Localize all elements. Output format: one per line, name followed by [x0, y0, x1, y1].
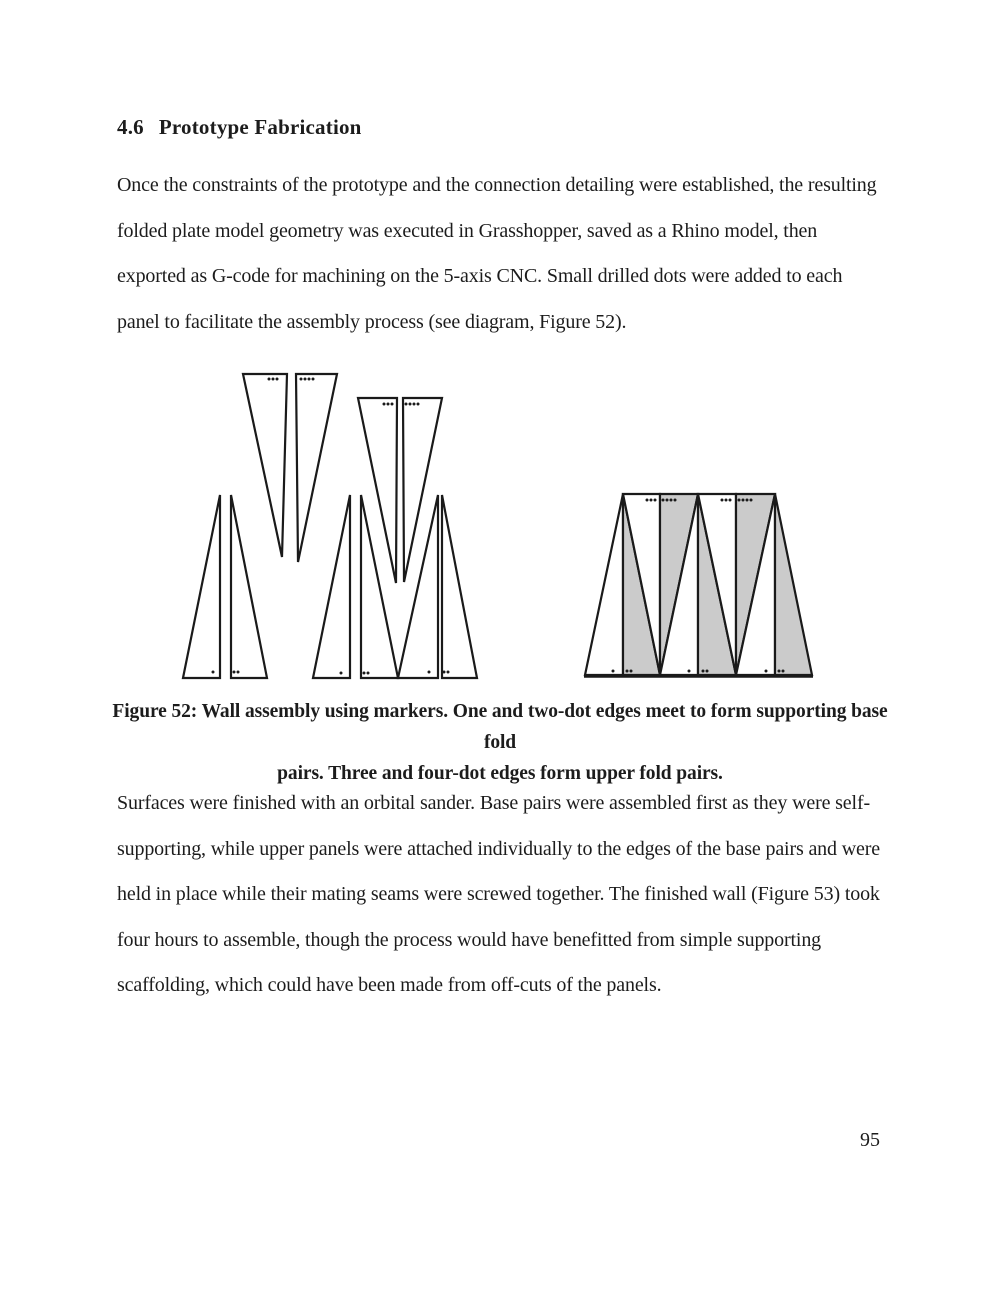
marker-dot [304, 378, 307, 381]
marker-dot [688, 670, 691, 673]
marker-dot [367, 672, 370, 675]
marker-dot [405, 403, 408, 406]
marker-dot [670, 499, 673, 502]
paragraph-line: exported as G-code for machining on the 5-axis CNC. Small drilled dots were added to each [117, 265, 843, 287]
marker-dot [237, 671, 240, 674]
marker-dot [782, 670, 785, 673]
panel-base-tri-1dot-b [313, 495, 350, 678]
marker-dot [646, 499, 649, 502]
marker-dot [428, 671, 431, 674]
marker-dot [742, 499, 745, 502]
section-heading [117, 113, 362, 141]
marker-dot [447, 671, 450, 674]
marker-dot [702, 670, 705, 673]
marker-dot [387, 403, 390, 406]
marker-dot [268, 378, 271, 381]
marker-dot [674, 499, 677, 502]
marker-dot [746, 499, 749, 502]
marker-dot [308, 378, 311, 381]
marker-dot [750, 499, 753, 502]
paragraph-line: panel to facilitate the assembly process (see diagram, Figure 52). [117, 310, 627, 333]
marker-dot [212, 671, 215, 674]
marker-dot [312, 378, 315, 381]
marker-dot [233, 671, 236, 674]
panel-upper-wedge-4dot-a [296, 374, 337, 562]
marker-dot [443, 671, 446, 674]
paragraph-line: held in place while their mating seams were screwed together. The finished wall (Figure 53) took [117, 883, 880, 905]
figure-52-diagram [150, 360, 830, 690]
paragraph-line: four hours to assemble, though the process would have benefitted from simple supporting [117, 928, 822, 951]
marker-dot [276, 378, 279, 381]
marker-dot [340, 672, 343, 675]
marker-dot [662, 499, 665, 502]
panel-base-tri-2dot-a [231, 495, 267, 678]
figure-caption-line: pairs. Three and four-dot edges form upper fold pairs. [277, 763, 723, 784]
marker-dot [409, 403, 412, 406]
panel-asm-base-1dot-1 [585, 494, 623, 675]
page-number: 95 [860, 1129, 880, 1151]
marker-dot [650, 499, 653, 502]
marker-dot [626, 670, 629, 673]
paragraph-intro [117, 163, 937, 345]
marker-dot [765, 670, 768, 673]
marker-dot [706, 670, 709, 673]
panel-base-tri-2dot-c [442, 495, 477, 678]
marker-dot [654, 499, 657, 502]
paragraph-line: Surfaces were finished with an orbital sander. Base pairs were assembled first as they were self- [117, 792, 870, 814]
marker-dot [363, 672, 366, 675]
paragraph-line: scaffolding, which could have been made from off-cuts of the panels. [117, 974, 662, 996]
section-title: Prototype Fabrication [158, 115, 362, 139]
marker-dot [413, 403, 416, 406]
paragraph-assembly [117, 781, 937, 1009]
marker-dot [612, 670, 615, 673]
figure-caption [100, 696, 900, 789]
paragraph-line: folded plate model geometry was executed in Grasshopper, saved as a Rhino model, then [117, 219, 818, 242]
marker-dot [630, 670, 633, 673]
marker-dot [738, 499, 741, 502]
paragraph-line: Once the constraints of the prototype and the connection detailing were established, the resulting [117, 174, 877, 196]
marker-dot [666, 499, 669, 502]
paragraph-line: supporting, while upper panels were attached individually to the edges of the base pairs and were [117, 837, 880, 860]
marker-dot [383, 403, 386, 406]
marker-dot [778, 670, 781, 673]
marker-dot [300, 378, 303, 381]
panel-upper-wedge-3dot-a [243, 374, 287, 557]
panel-base-tri-1dot-a [183, 495, 220, 678]
marker-dot [725, 499, 728, 502]
section-number: 4.6 [117, 115, 144, 139]
panel-asm-base-2dot-3 [775, 494, 812, 675]
marker-dot [391, 403, 394, 406]
marker-dot [272, 378, 275, 381]
marker-dot [721, 499, 724, 502]
marker-dot [729, 499, 732, 502]
figure-caption-line: Figure 52: Wall assembly using markers. One and two-dot edges meet to form supporting base fold [112, 701, 888, 753]
marker-dot [417, 403, 420, 406]
